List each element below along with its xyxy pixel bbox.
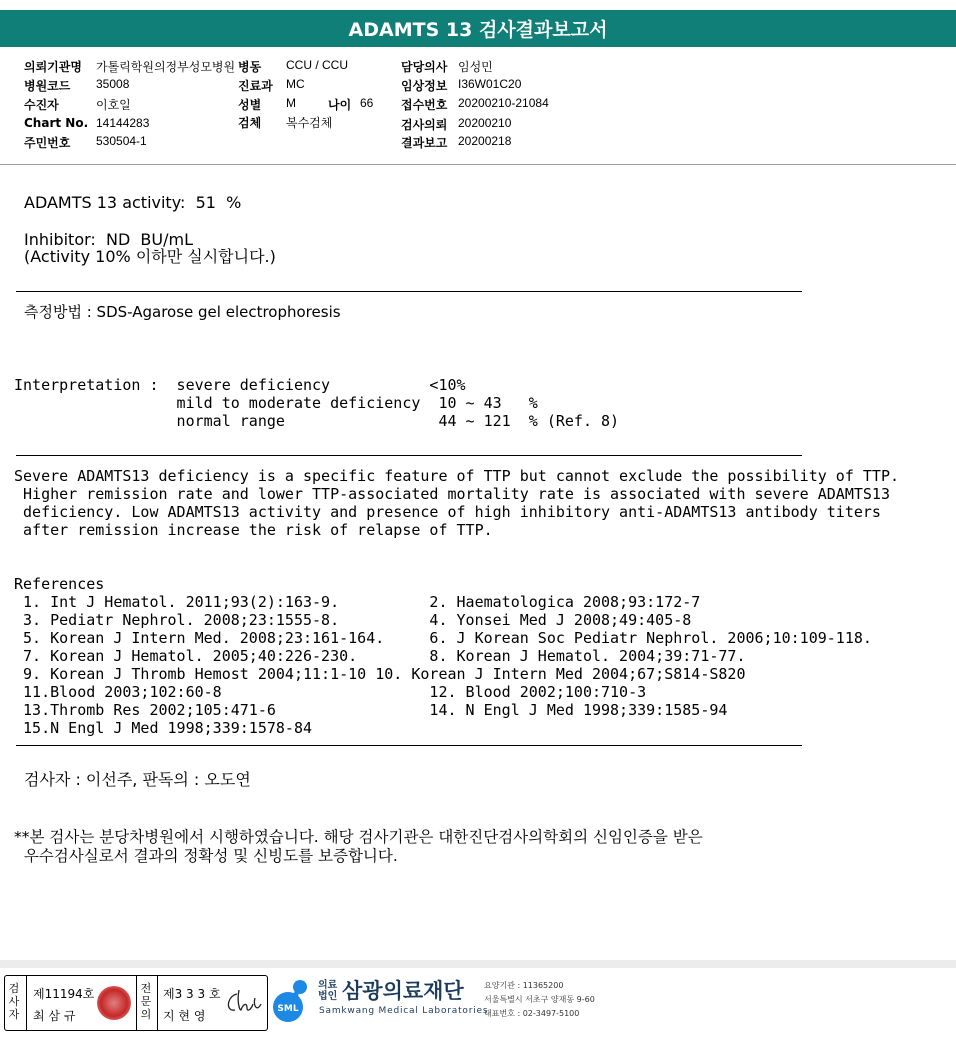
doctor-label: 담당의사 (401, 60, 448, 74)
method: 측정방법 : SDS-Agarose gel electrophoresis (24, 303, 341, 321)
reference-line: 1. Int J Hematol. 2011;93(2):163-9. 2. Haematologica 2008;93:172-7 (14, 593, 701, 611)
notice-line-1: **본 검사는 분당차병원에서 시행하였습니다. 해당 검사기관은 대한진단검사의학회의 신임인증을 받은 (14, 828, 703, 846)
official-seal-icon (97, 986, 131, 1020)
hosp-code-label: 병원코드 (24, 79, 71, 93)
interpretation-line-3: normal range 44 ~ 121 % (Ref. 8) (14, 412, 620, 430)
header-divider (0, 164, 956, 165)
sex-label: 성별 (238, 98, 262, 112)
doctor-value: 임성민 (458, 60, 493, 74)
reference-line: 11.Blood 2003;102:60-8 12. Blood 2002;100:710-3 (14, 683, 647, 701)
activity-result: ADAMTS 13 activity: 51 % (24, 193, 242, 212)
request-label: 검사의뢰 (401, 118, 448, 132)
interpretation-line-1: Interpretation : severe deficiency <10% (14, 376, 466, 394)
ward-label: 병동 (238, 60, 262, 74)
reference-line: 13.Thromb Res 2002;105:471-6 14. N Engl J Med 1998;339:1585-94 (14, 701, 728, 719)
dashed-divider (16, 455, 802, 456)
reference-line: 7. Korean J Hematol. 2005;40:226-230. 8. Korean J Hematol. 2004;39:71-77. (14, 647, 746, 665)
box-divider (157, 976, 158, 1030)
org-prefix: 의료법인 (318, 980, 338, 1002)
signature-icon (223, 986, 263, 1020)
id-value: 530504-1 (96, 134, 147, 148)
specialist-vertical-label: 전문의 (140, 982, 152, 1021)
org-address: 서울특별시 서초구 양재동 9-60 (484, 995, 595, 1004)
patient-value: 이호일 (96, 98, 131, 112)
org-logo (272, 975, 602, 1031)
references-heading: References (14, 575, 105, 593)
org-phone: 대표번호 : 02-3497-5100 (484, 1009, 580, 1018)
comment-line-4: after remission increase the risk of relapse of TTP. (14, 521, 493, 539)
patient-label: 수진자 (24, 98, 59, 112)
comment-line-1: Severe ADAMTS13 deficiency is a specific feature of TTP but cannot exclude the possibility of TTP. (14, 467, 900, 485)
chart-value: 14144283 (96, 116, 150, 130)
examiner-name: 최 삼 규 (33, 1009, 76, 1023)
org-code: 요양기관 : 11365200 (484, 981, 564, 990)
reference-line: 15.N Engl J Med 1998;339:1578-84 (14, 719, 313, 737)
box-divider (136, 976, 137, 1030)
patient-info-panel (0, 55, 956, 151)
examiner-vertical-label: 검사자 (8, 982, 20, 1021)
box-divider (26, 976, 27, 1030)
inhibitor-note: (Activity 10% 이하만 실시합니다.) (24, 247, 276, 266)
org-name: 삼광의료재단 (342, 979, 464, 1003)
org-english-name: Samkwang Medical Laboratories (319, 1006, 489, 1016)
reference-line: 5. Korean J Intern Med. 2008;23:161-164. 6. J Korean Soc Pediatr Nephrol. 2006;10:109-118. (14, 629, 872, 647)
hosp-code-value: 35008 (96, 77, 130, 91)
ward-value: CCU / CCU (286, 58, 348, 72)
request-value: 20200210 (458, 116, 512, 130)
dashed-divider (16, 745, 802, 746)
dept-label: 진료과 (238, 79, 273, 93)
age-label: 나이 (328, 98, 352, 112)
hospital-value: 가톨릭학원의정부성모병원 (96, 60, 236, 74)
reference-line: 9. Korean J Thromb Hemost 2004;11:1-10 10. Korean J Intern Med 2004;67;S814-S820 (14, 665, 746, 683)
age-value: 66 (360, 96, 374, 110)
receipt-label: 접수번호 (401, 98, 448, 112)
examiner-license: 제11194호 (33, 987, 95, 1001)
specialist-name: 지 현 영 (163, 1009, 206, 1023)
report-date-label: 결과보고 (401, 136, 448, 150)
report-date-value: 20200218 (458, 134, 512, 148)
sex-value: M (286, 96, 296, 110)
notice-line-2: 우수검사실로서 결과의 정확성 및 신빙도를 보증합니다. (14, 847, 398, 865)
chart-label: Chart No. (24, 116, 89, 130)
specialist-license: 제3 3 3 호 (163, 987, 221, 1001)
sml-logo-icon (272, 977, 312, 1027)
specimen-value: 복수검체 (286, 116, 333, 130)
report-title: ADAMTS 13 검사결과보고서 (0, 10, 956, 47)
id-label: 주민번호 (24, 136, 71, 150)
receipt-value: 20200210-21084 (458, 96, 549, 110)
examiner-line: 검사자 : 이선주, 판독의 : 오도연 (24, 770, 251, 789)
comment-line-3: deficiency. Low ADAMTS13 activity and presence of high inhibitory anti-ADAMTS13 antibody titers (14, 503, 881, 521)
comment-line-2: Higher remission rate and lower TTP-associated mortality rate is associated with severe ADAMTS13 (14, 485, 890, 503)
dashed-divider (16, 291, 802, 292)
footer-divider (0, 960, 956, 968)
signature-box (4, 975, 268, 1031)
dept-value: MC (286, 77, 305, 91)
specimen-label: 검체 (238, 116, 262, 130)
svg-text:SML: SML (277, 1004, 299, 1014)
report-body (14, 185, 944, 945)
hospital-label: 의뢰기관명 (24, 60, 82, 74)
test-info-value: I36W01C20 (458, 77, 522, 91)
test-info-label: 임상정보 (401, 79, 448, 93)
inhibitor-result: Inhibitor: ND BU/mL (24, 230, 194, 249)
interpretation-line-2: mild to moderate deficiency 10 ~ 43 % (14, 394, 538, 412)
reference-line: 3. Pediatr Nephrol. 2008;23:1555-8. 4. Yonsei Med J 2008;49:405-8 (14, 611, 692, 629)
